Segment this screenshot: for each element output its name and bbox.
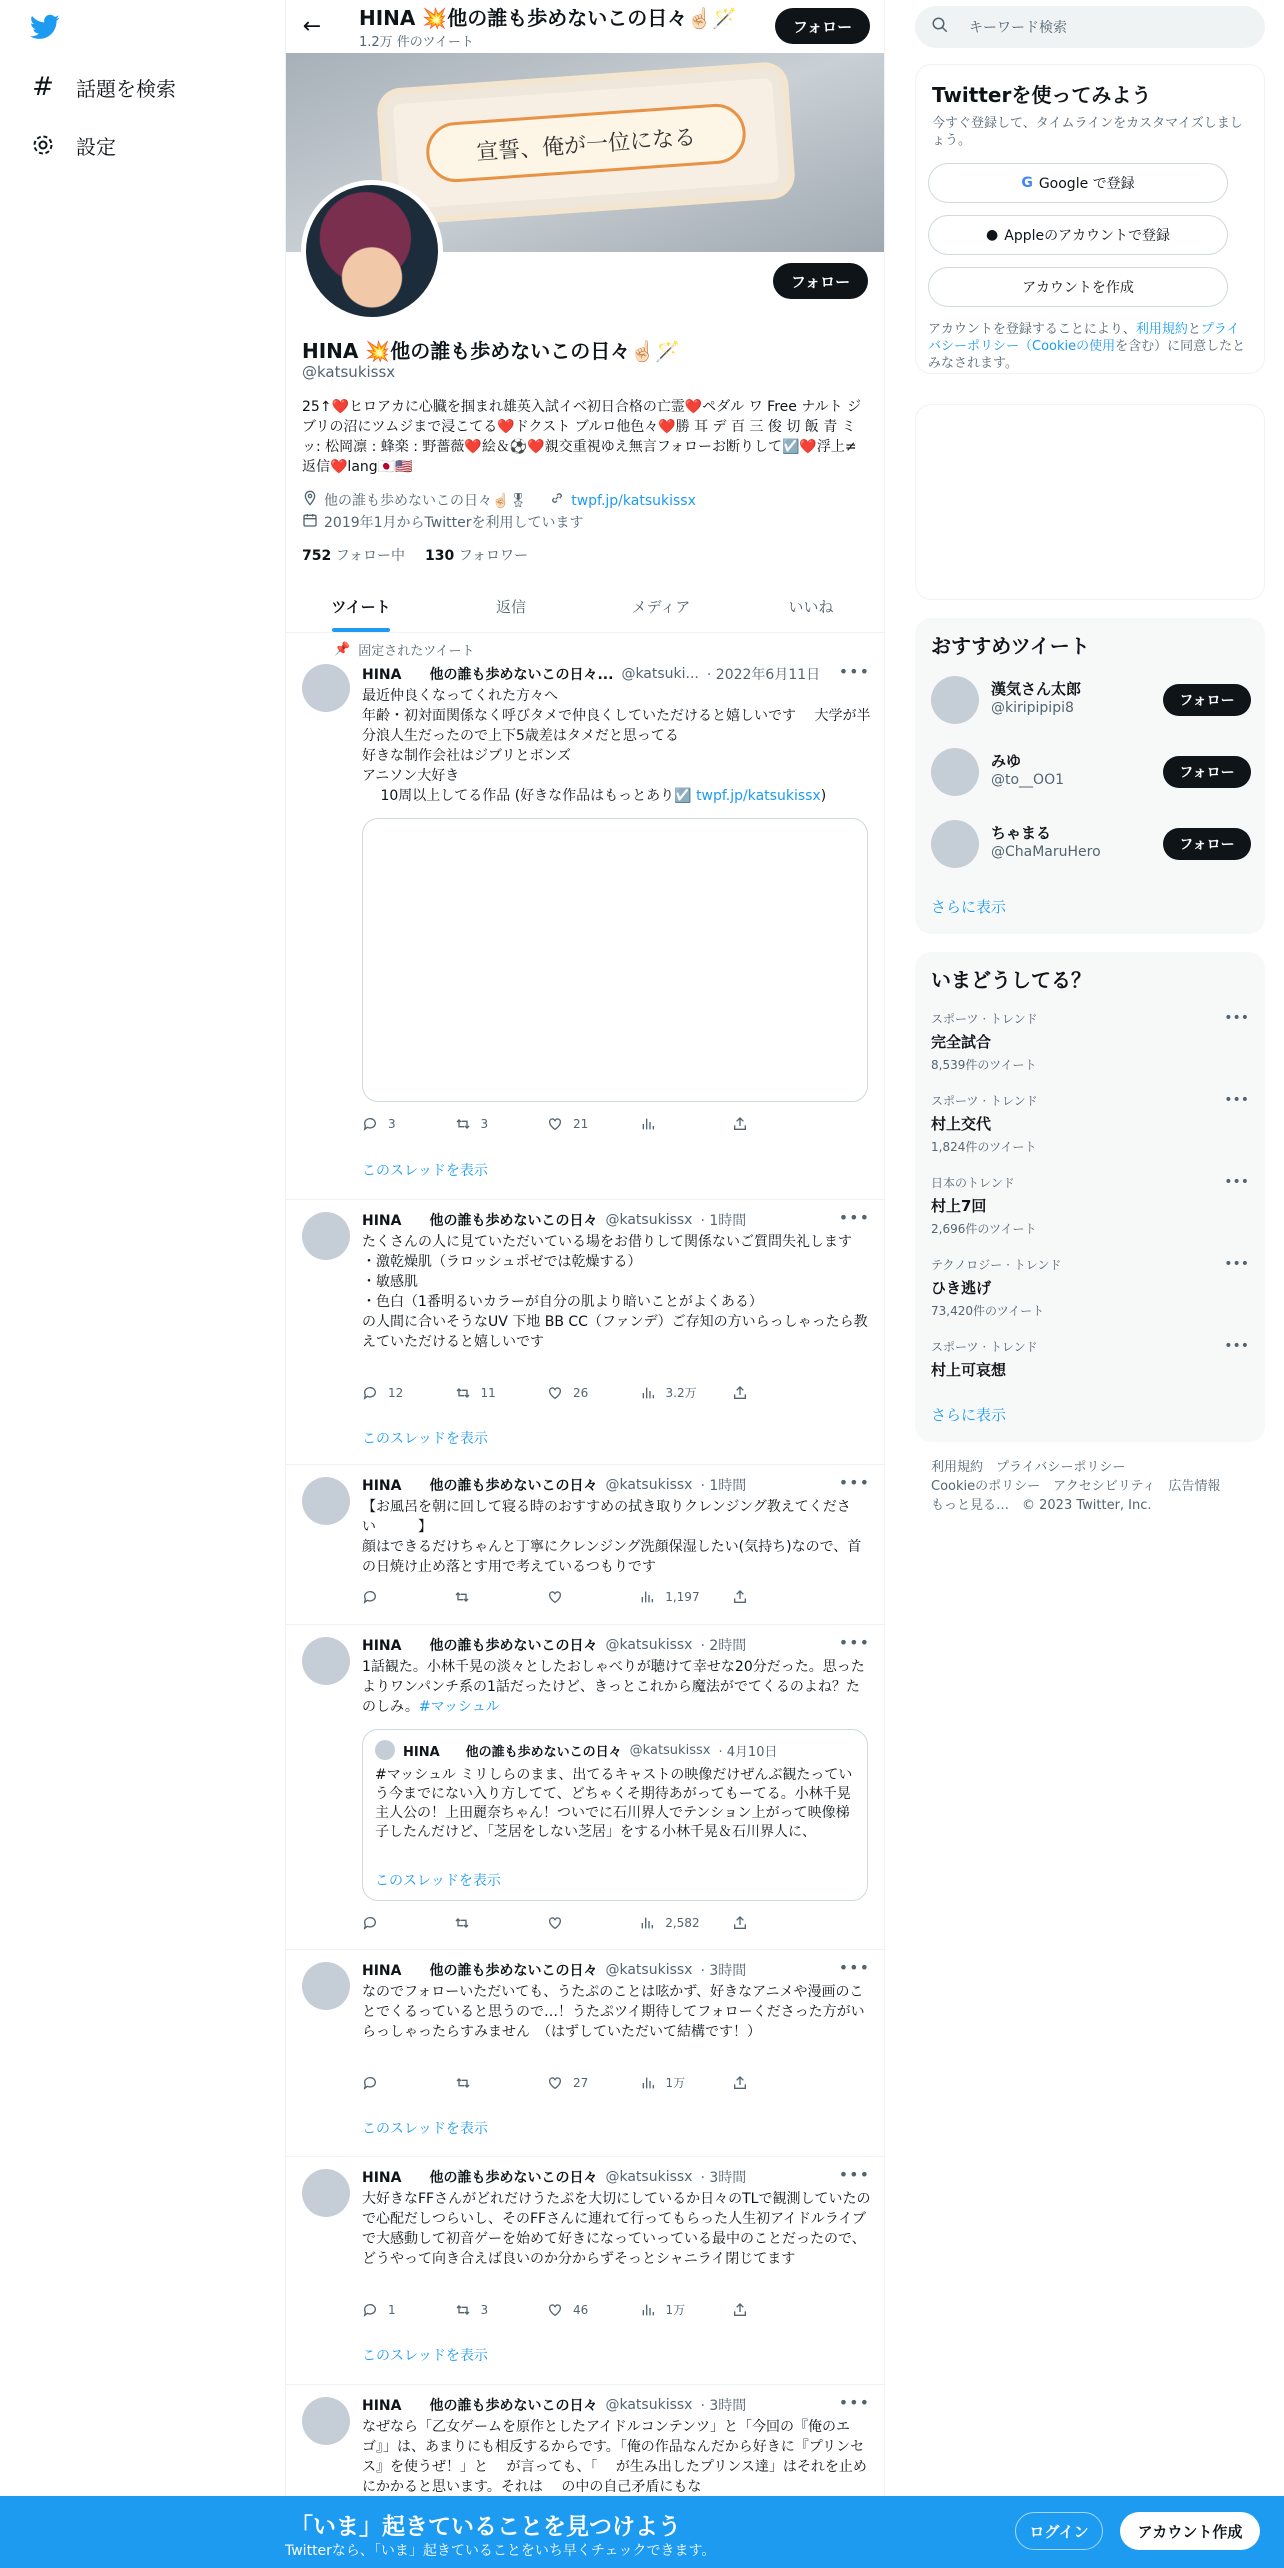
quoted-author-handle: @katsukissx [629,1742,711,1758]
tweet-avatar[interactable] [302,2397,350,2445]
tweet-author-name[interactable]: HINA 他の誰も歩めないこの日々 [362,1963,598,1979]
retweet-button[interactable] [455,1384,515,1401]
followers-count: 130 [425,548,455,564]
views-chart-icon [639,1915,655,1931]
share-button[interactable] [732,1589,792,1605]
tweet-author-handle[interactable]: @katsukissx [605,2397,693,2413]
footer-line[interactable]: 利用規約 プライバシーポリシー [931,1460,1126,1475]
legal-part-3: を含む）に同意したとみなされます。 [928,339,1246,371]
tweet-avatar[interactable] [302,1637,350,1685]
signup-legal-text [928,321,1248,372]
tweet-actions [362,1589,792,1605]
tweet-author-handle[interactable]: @katsukissx [605,1637,693,1653]
tweet-header [362,1635,870,1655]
reply-icon [362,1915,378,1931]
tweet-avatar[interactable] [302,1962,350,2010]
tweet-text-main: 最近仲良くなってくれた方々へ 年齢・初対面関係なく呼びタメで仲良くしていただけると嬉しいです 大学が半分浪人生だったので上下5歳差はタメだと思ってる 好きな制作会社はジブリとボンズ アニソン大好き 10周以上してる作品 (好きな作品はもっとあり☑️ [362,688,871,804]
like-count: 26 [573,1385,589,1400]
tweet[interactable] [286,1950,885,2157]
retweet-button[interactable] [455,1116,515,1132]
twitter-logo-icon[interactable] [30,12,60,42]
reply-icon [362,1385,378,1401]
empty-widget-panel [915,404,1265,600]
tweet-header [362,1210,870,1230]
quoted-tweet-header [375,1740,778,1760]
following-count: 752 [302,548,332,564]
google-signup-label: Google で登録 [1038,176,1135,192]
share-icon [732,2075,748,2091]
tweet-media-card[interactable] [362,818,868,1102]
apple-signup-button[interactable] [928,215,1228,255]
recommended-user-name: ちゃまる [991,824,1052,842]
more-options-icon[interactable]: ••• [1224,1256,1249,1272]
recommended-user-name: 漢気さん太郎 [991,680,1082,698]
reply-icon [362,2302,378,2318]
share-button[interactable] [732,1116,792,1132]
tweet-header [362,1475,870,1495]
nav-explore[interactable] [28,67,176,107]
reply-button[interactable] [362,1116,422,1132]
header-tweet-count: 1.2万 件のツイート [359,35,474,50]
profile-name: HINA 💥他の誰も歩めないこの日々☝🏻🪄 [302,339,681,363]
heart-icon [547,1116,563,1132]
trend-title: ひき逃げ [931,1279,992,1297]
heart-icon [547,2302,563,2318]
more-options-icon[interactable]: ••• [838,2393,870,2412]
heart-icon [547,1589,563,1605]
quoted-time: · 4月10日 [718,1744,778,1760]
views-count: 1万 [665,2303,686,2317]
like-count: 27 [573,2075,589,2090]
trend-context: 日本のトレンド [931,1176,1015,1190]
like-button[interactable] [547,2301,607,2318]
banner-card-text: 宣誓、俺が一位になる [424,102,747,184]
search-input[interactable] [915,6,1265,48]
recommended-user-handle: @kiripipipi8 [991,700,1074,716]
tweet-header [362,1960,870,1980]
tweet-header [362,2395,870,2415]
signup-title: Twitterを使ってみよう [932,83,1152,107]
trend-context: テクノロジー · トレンド [931,1258,1062,1272]
reply-button[interactable] [362,2074,422,2091]
header-display-name: HINA 💥他の誰も歩めないこの日々☝🏻🪄 [359,6,738,30]
recommended-title: おすすめツイート [931,634,1090,658]
more-options-icon[interactable]: ••• [1224,1010,1249,1026]
retweet-icon [455,2302,471,2318]
google-icon: G [1021,175,1033,191]
tweet[interactable] [286,1465,885,1625]
retweet-icon [454,1589,470,1605]
profile-header-bar [286,0,885,53]
tweet-avatar[interactable] [302,1477,350,1525]
reply-button[interactable] [362,2301,422,2318]
profile-tabs [286,580,885,633]
followers-link[interactable] [425,545,528,565]
nav-settings-label: 設定 [76,134,116,159]
more-options-icon[interactable]: ••• [838,1473,870,1492]
search-placeholder: キーワード検索 [969,20,1067,36]
show-thread-link[interactable]: このスレッドを表示 [362,2348,488,2364]
profile-handle: @katsukissx [302,363,396,381]
recommended-user[interactable] [931,674,1251,726]
quoted-author-name: HINA 他の誰も歩めないこの日々 [403,1744,622,1760]
signup-description: 今すぐ登録して、タイムラインをカスタマイズしましょう。 [932,116,1243,148]
bottombar-title: 「いま」起きていることを見つけよう [290,2514,681,2540]
following-label: フォロー中 [335,548,405,564]
views-chart-icon [639,1589,655,1605]
tweet-time[interactable]: · 3時間 [700,2398,747,2414]
heart-icon [547,2075,563,2091]
views-button[interactable] [639,1589,699,1605]
login-prompt-bar [0,2496,1284,2568]
tweet-author-name[interactable]: HINA 他の誰も歩めないこの日々 [362,1213,598,1229]
recommended-user-handle: @to__OO1 [991,772,1065,788]
tab-replies[interactable]: 返信 [495,597,526,616]
trends-title: いまどうしてる？ [931,968,1091,992]
tweet-text: 【お風呂を朝に回して寝る時のおすすめの拭き取りクレンジング教えてください 】 顔はできるだけちゃんと丁寧にクレンジング洗顔保湿したい(気持ち)なので、首の日焼け止め落とす用で考えているつもりです [362,1499,862,1575]
retweet-icon [455,1385,471,1401]
share-button[interactable] [732,2301,792,2318]
tweet-actions [362,2301,792,2318]
apple-icon: ● [986,227,999,243]
privacy-link[interactable]: プライバシーポリシー（Cookieの使用 [928,322,1240,354]
profile-bio: 25↑❤️ヒロアカに心臓を掴まれ雄英入試イベ初日合格の亡霊❤️ペダル ワ Free ナルト ジブリの沼にツムジまで浸こてる❤️ドクスト ブルロ他色々❤️勝 耳 デ 百 三 俊 切 飯 青 ミッ: 松岡凛 : 蜂楽 : 野薔薇❤️絵＆⚽️❤️親交重視ゆえ無言フォローお断りして☑️❤️浮上≠返信❤️lang🇯🇵🇺🇸 [302,399,862,475]
google-signup-button[interactable] [928,163,1228,203]
retweet-button[interactable] [454,1589,514,1605]
trend-title: 完全試合 [931,1033,992,1051]
retweet-button[interactable] [455,2074,515,2091]
views-button[interactable] [640,2301,700,2318]
like-count: 46 [573,2302,589,2317]
trend-count: 1,824件のツイート [931,1140,1037,1154]
legal-part-1: アカウントを登録することにより、 [928,322,1136,337]
tab-tweets[interactable]: ツイート [286,580,436,632]
follow-button[interactable]: フォロー [1163,756,1251,788]
nav-explore-label: 話題を検索 [76,76,176,101]
trend-context: スポーツ · トレンド [931,1012,1038,1026]
heart-icon [547,1385,563,1401]
tweet-avatar[interactable] [302,1212,350,1260]
like-button[interactable] [547,1589,607,1605]
terms-link[interactable]: 利用規約 [1135,322,1188,337]
more-options-icon[interactable]: ••• [838,2165,870,2184]
like-button[interactable] [547,1915,607,1931]
tweet-actions [362,1915,792,1931]
more-options-icon[interactable]: ••• [838,662,870,681]
views-count: 1,197 [665,1590,700,1604]
share-icon [732,1589,748,1605]
share-icon [732,1116,748,1132]
views-count: 1万 [665,2076,686,2090]
more-options-icon[interactable]: ••• [1224,1338,1249,1354]
signup-button[interactable]: アカウント作成 [1120,2512,1260,2550]
recommended-user[interactable] [931,818,1251,870]
retweet-button[interactable] [455,2301,515,2318]
more-options-icon[interactable]: ••• [838,1208,870,1227]
more-options-icon[interactable]: ••• [838,1958,870,1977]
tweet-avatar[interactable] [302,2169,350,2217]
banner-cake-plate [382,67,790,220]
quoted-tweet[interactable] [362,1729,868,1901]
retweet-icon [455,2075,471,2091]
tweet-text [362,686,872,806]
location-icon [302,490,318,512]
follow-button[interactable]: フォロー [1163,684,1251,716]
link-icon [549,490,565,512]
tweet-header [362,664,870,684]
profile-joined: 2019年1月からTwitterを利用しています [324,515,584,531]
more-options-icon[interactable]: ••• [1224,1092,1249,1108]
reply-icon [362,1116,378,1132]
reply-icon [362,2075,378,2091]
trend-title: 村上7回 [931,1197,987,1215]
show-thread-link[interactable]: このスレッドを表示 [362,1163,488,1179]
profile-follow-button[interactable]: フォロー [773,263,868,299]
tweet-avatar[interactable] [302,664,350,712]
retweet-icon [455,1116,471,1132]
tweet-author-name[interactable]: HINA 他の誰も歩めないこの日々 [362,2170,598,2186]
reply-button[interactable] [362,1915,422,1931]
calendar-icon [302,512,318,534]
footer-links [931,1458,1251,1515]
following-link[interactable] [302,545,405,565]
tweet-text: たくさんの人に見ていただいている場をお借りして関係ないご質問失礼します ・激乾燥肌（ラロッシュポゼでは乾燥する） ・敏感肌 ・色白（1番明るいカラーが自分の肌より暗いことがよくある） の人間に合いそうなUV 下地 BB CC（ファンデ）ご存知の方いらっしゃったら教えていただけると嬉しいです [362,1234,868,1350]
avatar[interactable] [931,748,979,796]
heart-icon [547,1915,563,1931]
retweet-button[interactable] [454,1915,514,1931]
tweet-author-handle[interactable]: @katsukissx [605,1477,693,1493]
profile-location: 他の誰も歩めないこの日々☝🏻🎖 [324,493,528,509]
more-options-icon[interactable]: ••• [1224,1174,1249,1190]
header-follow-button[interactable]: フォロー [775,8,870,44]
tweet-author-handle[interactable]: @katsukissx [605,1962,693,1978]
tweet-author-name[interactable]: HINA 他の誰も歩めないこの日々 [362,1478,598,1494]
tweet[interactable] [286,632,885,1200]
login-button[interactable]: ログイン [1015,2512,1103,2550]
main-column [285,0,885,2568]
footer-line[interactable]: Cookieのポリシー アクセシビリティ 広告情報 [931,1479,1221,1494]
tweet-text-main: 1話観た。小林千晃の淡々としたおしゃべりが聴けて幸せな20分だった。思ったよりワンパンチ系の1話だったけど、きっとこれから魔法がでてくるのよね？たのしみ。 [362,1659,865,1715]
tweet-text: なぜなら「乙女ゲームを原作としたアイドルコンテンツ」と「今回の『俺のエゴ』」は、あまりにも相反するからです。「俺の作品なんだから好きに『プリンセス』を使うぜ！」と が言っても、「 が生み出したプリンス達」はそれを止めにかかると思います。それは の中の自己矛盾にもな [362,2419,867,2495]
views-count: 3.2万 [665,1386,697,1400]
share-button[interactable] [732,2074,792,2091]
show-thread-link[interactable]: このスレッドを表示 [362,1431,488,1447]
quoted-show-thread-link[interactable]: このスレッドを表示 [375,1873,501,1889]
hashtag-icon: # [32,72,54,102]
like-button[interactable] [547,2074,607,2091]
tweet-author-handle[interactable]: @katsukissx [605,1212,693,1228]
bottombar-subtitle: Twitterなら、「いま」起きていることをいち早くチェックできます。 [285,2543,716,2559]
tweet[interactable] [286,2157,885,2385]
recommended-tweets-panel [915,618,1265,934]
reply-count: 12 [388,1385,404,1400]
retweet-count: 3 [480,2302,489,2317]
tweet-author-name[interactable]: HINA 他の誰も歩めないこの日々 [362,2398,598,2414]
gear-icon [28,130,58,160]
followers-label: フォロワー [458,548,528,564]
trend-count: 73,420件のツイート [931,1304,1045,1318]
left-navigation [0,0,285,2568]
trend-item[interactable] [931,1338,1249,1378]
show-thread-link[interactable]: このスレッドを表示 [362,2121,488,2137]
tweet[interactable] [286,1625,885,1950]
trend-item[interactable] [931,1092,1249,1162]
retweet-count: 11 [480,1385,496,1400]
recommended-user-name: みゆ [991,752,1022,770]
reply-button[interactable] [362,1384,422,1401]
share-icon [732,2302,748,2318]
quoted-avatar [375,1740,395,1760]
views-button[interactable] [640,2074,700,2091]
tweet-actions [362,2074,792,2091]
tweet-text: 大好きなFFさんがどれだけうたぷを大切にしているか日々のTLで観測していたので心配だしつらいし、そのFFさんに連れて行ってもらった人生初アイドルライブで大感動して初音ゲーを始めて好きになっていっている最中のことだったので、どうやって向き合えば良いのか分からずそっとシャニライ閉じてます [362,2191,871,2267]
like-button[interactable] [547,1384,607,1401]
retweet-count: 3 [480,1117,489,1131]
follow-button[interactable]: フォロー [1163,828,1251,860]
tweet-author-name[interactable]: HINA 他の誰も歩めないこの日々... [362,667,614,683]
tweet-time[interactable]: · 2時間 [700,1638,747,1654]
trend-context: スポーツ · トレンド [931,1094,1038,1108]
recommended-user[interactable] [931,746,1251,798]
trend-context: スポーツ · トレンド [931,1340,1038,1354]
tweet-time[interactable]: · 1時間 [700,1213,747,1229]
create-account-button[interactable]: アカウントを作成 [928,267,1228,307]
tweet-link[interactable]: twpf.jp/katsukissx [696,788,821,804]
profile-avatar[interactable] [301,180,443,322]
tweet-text-end: ) [820,788,827,804]
views-button[interactable] [640,1116,700,1132]
recommended-user-handle: @ChaMaruHero [991,844,1101,860]
tweet-actions [362,1116,792,1132]
profile-meta [302,490,696,534]
tweet-hashtag[interactable]: #マッシュル [418,1699,500,1715]
views-chart-icon [640,1385,656,1401]
search-icon [931,16,949,38]
legal-part-2: と [1187,322,1201,337]
reply-button[interactable] [362,1589,422,1605]
tweet-time[interactable]: · 2022年6月11日 [706,667,821,683]
tweet-time[interactable]: · 1時間 [700,1478,747,1494]
retweet-icon [454,1915,470,1931]
trend-item[interactable] [931,1174,1249,1244]
quoted-tweet-text: #マッシュル ミリしらのまま、出てるキャストの映像だけぜんぶ観たっていう今までにない入り方してて、どちゃくそ期待あがってもーてる。小林千晃主人公の！上田麗奈ちゃん！ついでに石川界人でテンション上がって映像梯子したんだけど、「芝居をしない芝居」をする小林千晃＆石川界人に、 [375,1767,853,1840]
trend-title: 村上可哀想 [931,1361,1007,1379]
tweet-actions [362,1384,792,1401]
apple-signup-label: Appleのアカウントで登録 [1004,228,1170,244]
avatar[interactable] [931,820,979,868]
reply-icon [362,1589,378,1605]
reply-count: 1 [388,2302,396,2317]
profile-link[interactable]: twpf.jp/katsukissx [571,493,696,509]
share-icon [732,1385,748,1401]
views-chart-icon [640,2302,656,2318]
tweet-author-name[interactable]: HINA 他の誰も歩めないこの日々 [362,1638,598,1654]
tweet-text: なのでフォローいただいても、うたぷのことは呟かず、好きなアニメや漫画のことでくるっていると思うので…！うたぷツイ期待してフォローくださった方がいらっしゃったらすみません （はずしていただいて結構です！） [362,1984,865,2040]
tab-media[interactable]: メディア [631,597,691,616]
views-count: 2,582 [665,1916,700,1930]
views-chart-icon [640,1116,656,1132]
views-chart-icon [640,2075,656,2091]
tweet[interactable] [286,1200,885,1465]
trends-show-more-link[interactable]: さらに表示 [931,1406,1007,1424]
tweet-time[interactable]: · 3時間 [700,1963,747,1979]
trends-panel [915,952,1265,1442]
tab-likes[interactable]: いいね [788,597,834,616]
tweet-author-handle[interactable]: @katsukissx [605,2169,693,2185]
recommended-show-more-link[interactable]: さらに表示 [931,898,1007,916]
like-count: 21 [573,1117,589,1131]
share-icon [732,1915,748,1931]
nav-settings[interactable] [28,125,116,165]
pin-icon: 📌 [334,642,351,657]
trend-item[interactable] [931,1010,1249,1080]
share-button[interactable] [732,1915,792,1931]
footer-line[interactable]: もっと見る… © 2023 Twitter, Inc. [931,1498,1152,1513]
profile-stats [302,545,528,565]
avatar[interactable] [931,676,979,724]
reply-count: 3 [388,1117,396,1131]
views-button[interactable] [639,1915,699,1931]
trend-count: 2,696件のツイート [931,1222,1037,1236]
like-button[interactable] [547,1116,607,1132]
back-arrow-icon[interactable]: ← [302,13,322,39]
views-button[interactable] [640,1384,700,1401]
trend-count: 8,539件のツイート [931,1058,1037,1072]
share-button[interactable] [732,1384,792,1401]
tweet-header [362,2167,870,2187]
trend-item[interactable] [931,1256,1249,1326]
signup-panel [915,64,1265,374]
tweet-text [362,1657,872,1717]
trend-title: 村上交代 [931,1115,992,1133]
pinned-label: 固定されたツイート [358,644,475,659]
tweet-time[interactable]: · 3時間 [700,2170,747,2186]
tweet-author-handle[interactable]: @katsuki... [621,666,699,682]
more-options-icon[interactable]: ••• [838,1633,870,1652]
